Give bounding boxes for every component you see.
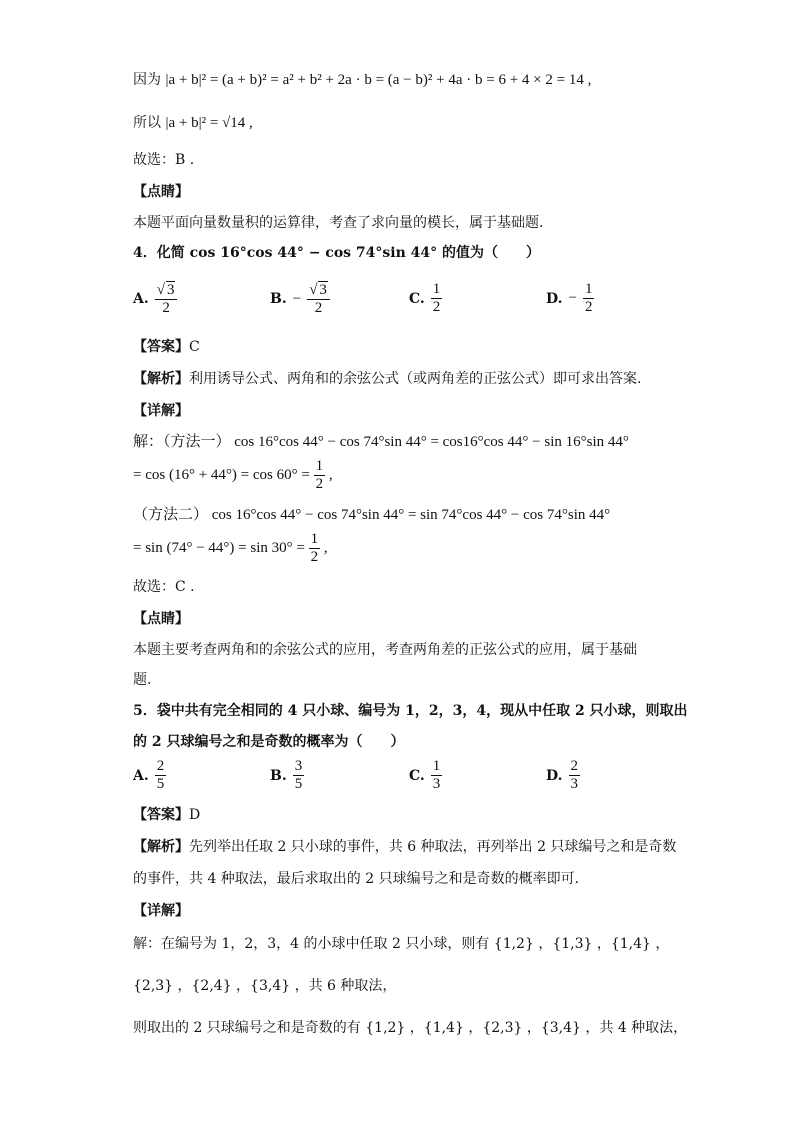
q5-analysis-line-1 xyxy=(133,837,676,857)
q4-option-0 xyxy=(133,281,177,317)
q4-answer: C xyxy=(189,339,200,355)
select-c: 故选：C . xyxy=(133,579,195,595)
comment-tag-3: 【点睛】 xyxy=(133,184,189,200)
frac-den: 5 xyxy=(156,776,165,792)
comma: , xyxy=(328,466,333,483)
frac-num: 3 xyxy=(294,758,303,774)
q4-comment-2: 题. xyxy=(133,672,152,688)
frac-den: 2 xyxy=(162,300,170,316)
fraction-one-half xyxy=(309,531,321,566)
option-label: A. xyxy=(133,291,149,307)
analysis-tag: 【解析】 xyxy=(133,839,189,855)
option-fraction xyxy=(569,758,581,793)
q5-analysis-2: 的事件，共 4 种取法，最后求取出的 2 只球编号之和是奇数的概率即可. xyxy=(133,871,580,887)
option-fraction xyxy=(307,281,330,317)
q4-title: 4．化简 cos 16°cos 44° − cos 74°sin 44° 的值为（ ） xyxy=(133,245,541,261)
q5-title-1: 5．袋中共有完全相同的 4 只小球、编号为 1，2，3，4，现从中任取 2 只小球，则取出 xyxy=(133,703,688,719)
frac-den: 2 xyxy=(315,476,324,492)
frac-num: 1 xyxy=(432,758,441,774)
sqrt-icon: √ xyxy=(309,282,318,298)
q4-detail-tag: 【详解】 xyxy=(133,403,189,419)
q5-option-2 xyxy=(409,758,442,793)
frac-den: 2 xyxy=(310,549,319,565)
q4-option-2 xyxy=(409,281,442,316)
frac-num xyxy=(155,281,178,300)
q5-option-0 xyxy=(133,758,166,793)
option-fraction xyxy=(583,281,595,316)
minus-sign: − xyxy=(292,290,302,307)
q5-option-3 xyxy=(546,758,580,793)
q4-solution-1: 解：（方法一） cos 16°cos 44° − cos 74°sin 44° = cos16°cos 44° − sin 16°sin 44° xyxy=(133,434,629,450)
q4-analysis: 利用诱导公式、两角和的余弦公式（或两角差的正弦公式）即可求出答案. xyxy=(189,371,642,387)
q4-comment-1: 本题主要考查两角和的余弦公式的应用，考查两角差的正弦公式的应用，属于基础 xyxy=(133,642,637,658)
option-fraction xyxy=(155,281,178,317)
q4-solution-4 xyxy=(133,531,328,566)
q5-solution-2: {2,3} ，{2,4} ，{3,4} ，共 6 种取法， xyxy=(133,978,397,994)
q5-title-2: 的 2 只球编号之和是奇数的概率为（ ） xyxy=(133,734,405,750)
q4-solution-2-text: = cos (16° + 44°) = cos 60° = xyxy=(133,466,310,483)
q5-detail-tag: 【详解】 xyxy=(133,903,189,919)
frac-den: 2 xyxy=(314,300,323,316)
frac-num: 1 xyxy=(432,281,441,297)
option-label: C. xyxy=(409,767,425,784)
option-label: C. xyxy=(409,290,425,307)
frac-num: 2 xyxy=(156,758,165,774)
frac-den: 3 xyxy=(432,776,441,792)
sqrt-icon: √ xyxy=(156,282,165,298)
option-label: D. xyxy=(546,767,563,784)
q4-option-1 xyxy=(270,281,330,317)
vector-norm-expression: |a + b|² = (a + b)² = a² + b² + 2a · b = (a − b)² + 4a · b = 6 + 4 × 2 = 14 , xyxy=(165,72,592,88)
option-label: B. xyxy=(270,291,287,307)
option-fraction xyxy=(431,758,443,793)
q4-solution-3: （方法二） cos 16°cos 44° − cos 74°sin 44° = sin 74°cos 44° − cos 74°sin 44° xyxy=(133,507,611,523)
option-fraction xyxy=(293,758,305,793)
frac-num xyxy=(307,281,330,300)
q5-solution-3: 则取出的 2 只球编号之和是奇数的有 {1,2} ，{1,4} ，{2,3} ，{3,4} ，共 4 种取法， xyxy=(133,1020,688,1036)
q4-option-3 xyxy=(546,281,594,316)
line-therefore xyxy=(133,113,253,133)
frac-num: 1 xyxy=(310,531,319,547)
analysis-tag: 【解析】 xyxy=(133,371,189,387)
option-fraction xyxy=(155,758,167,793)
comment-3: 本题平面向量数量积的运算律，考查了求向量的模长，属于基础题. xyxy=(133,215,544,231)
frac-num: 1 xyxy=(315,458,324,474)
q4-comment-tag: 【点睛】 xyxy=(133,611,189,627)
option-label: A. xyxy=(133,767,149,784)
option-fraction xyxy=(431,281,443,316)
minus-sign: − xyxy=(568,290,577,306)
select-b: 故选：B . xyxy=(133,152,195,168)
comma: , xyxy=(323,539,328,556)
answer-tag: 【答案】 xyxy=(133,339,189,355)
q4-analysis-line xyxy=(133,369,641,389)
q5-solution-1: 解：在编号为 1，2，3，4 的小球中任取 2 只小球，则有 {1,2} ，{1,3} ，{1,4} ， xyxy=(133,936,670,952)
q5-analysis-1: 先列举出任取 2 只小球的事件，共 6 种取法，再列举出 2 只球编号之和是奇数 xyxy=(189,839,677,855)
line-because xyxy=(133,70,591,90)
option-label: D. xyxy=(546,290,563,307)
because-prefix: 因为 xyxy=(133,72,161,88)
frac-den: 5 xyxy=(294,776,303,792)
frac-den: 2 xyxy=(432,299,441,315)
radicand: 3 xyxy=(319,282,327,298)
frac-num: 1 xyxy=(584,281,593,297)
fraction-one-half xyxy=(314,458,326,493)
q4-answer-line xyxy=(133,337,200,357)
therefore-prefix: 所以 xyxy=(133,115,161,131)
q4-solution-4-text: = sin (74° − 44°) = sin 30° = xyxy=(133,539,305,556)
frac-den: 3 xyxy=(570,776,579,792)
norm-result-expression: |a + b|² = √14 , xyxy=(165,115,253,131)
option-label: B. xyxy=(270,767,287,784)
q5-option-1 xyxy=(270,758,304,793)
frac-num: 2 xyxy=(570,758,579,774)
answer-tag: 【答案】 xyxy=(133,807,189,823)
q4-solution-2 xyxy=(133,458,333,493)
radicand: 3 xyxy=(166,282,175,298)
frac-den: 2 xyxy=(584,299,593,315)
q5-answer: D xyxy=(189,807,201,823)
q5-answer-line xyxy=(133,805,200,825)
